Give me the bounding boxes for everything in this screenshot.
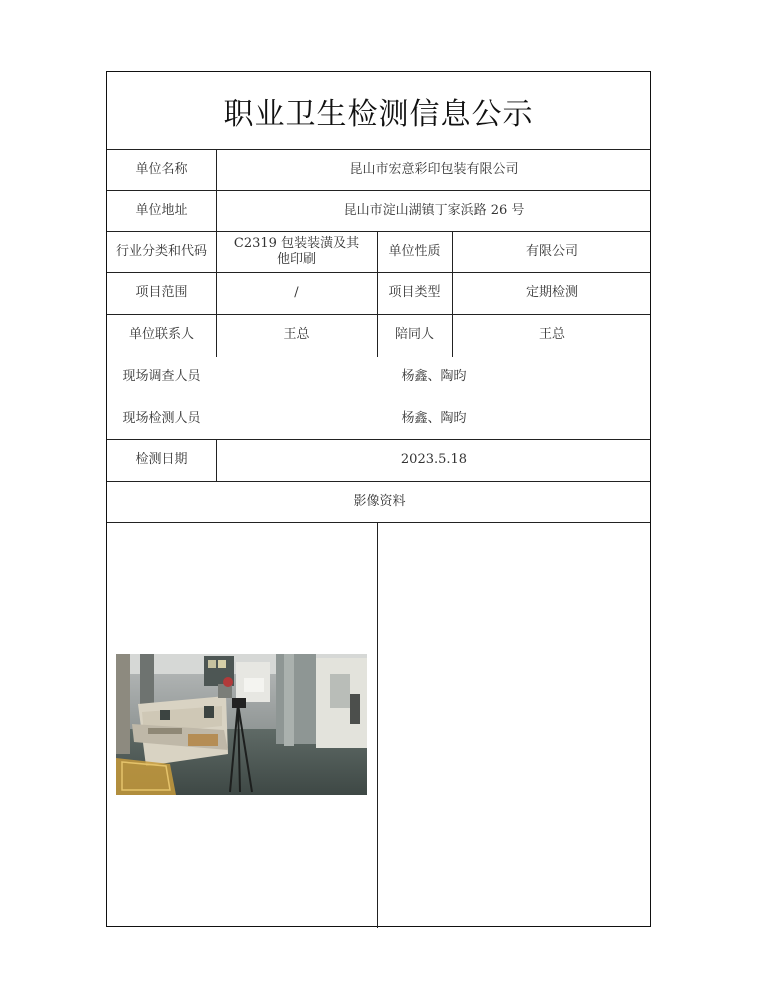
project-scope-label: 项目范围: [135, 285, 188, 300]
test-staff-value: 杨鑫、陶昀: [401, 410, 467, 426]
test-date-value: 2023.5.18: [400, 452, 468, 467]
page-title: 职业卫生检测信息公示: [223, 96, 534, 132]
image-section-header: 影像资料: [353, 493, 406, 509]
row-divider: [107, 522, 650, 523]
industry-value: C2319 包装装潢及其他印刷: [233, 235, 360, 267]
test-date-label: 检测日期: [135, 452, 188, 467]
contact-value: 王总: [283, 327, 310, 342]
accompany-label: 陪同人: [394, 327, 434, 342]
test-staff-label: 现场检测人员: [122, 410, 201, 426]
survey-staff-value: 杨鑫、陶昀: [401, 369, 467, 384]
info-table: [106, 71, 651, 927]
accompany-value: 王总: [538, 327, 565, 342]
project-type-value: 定期检测: [525, 285, 578, 300]
survey-staff-label: 现场调查人员: [122, 369, 201, 384]
project-scope-value: /: [294, 285, 299, 300]
site-photo: [116, 654, 367, 795]
unit-name-value: 昆山市宏意彩印包装有限公司: [349, 161, 519, 177]
unit-nature-label: 单位性质: [388, 243, 441, 259]
unit-address-value: 昆山市淀山湖镇丁家浜路 26 号: [343, 202, 525, 218]
industry-label: 行业分类和代码: [115, 243, 207, 259]
unit-address-label: 单位地址: [135, 202, 188, 218]
factory-scene: [116, 654, 367, 795]
unit-nature-value: 有限公司: [525, 243, 578, 259]
col-divider: [377, 522, 378, 928]
contact-label: 单位联系人: [128, 327, 194, 342]
project-type-label: 项目类型: [388, 285, 441, 300]
unit-name-label: 单位名称: [135, 161, 188, 177]
